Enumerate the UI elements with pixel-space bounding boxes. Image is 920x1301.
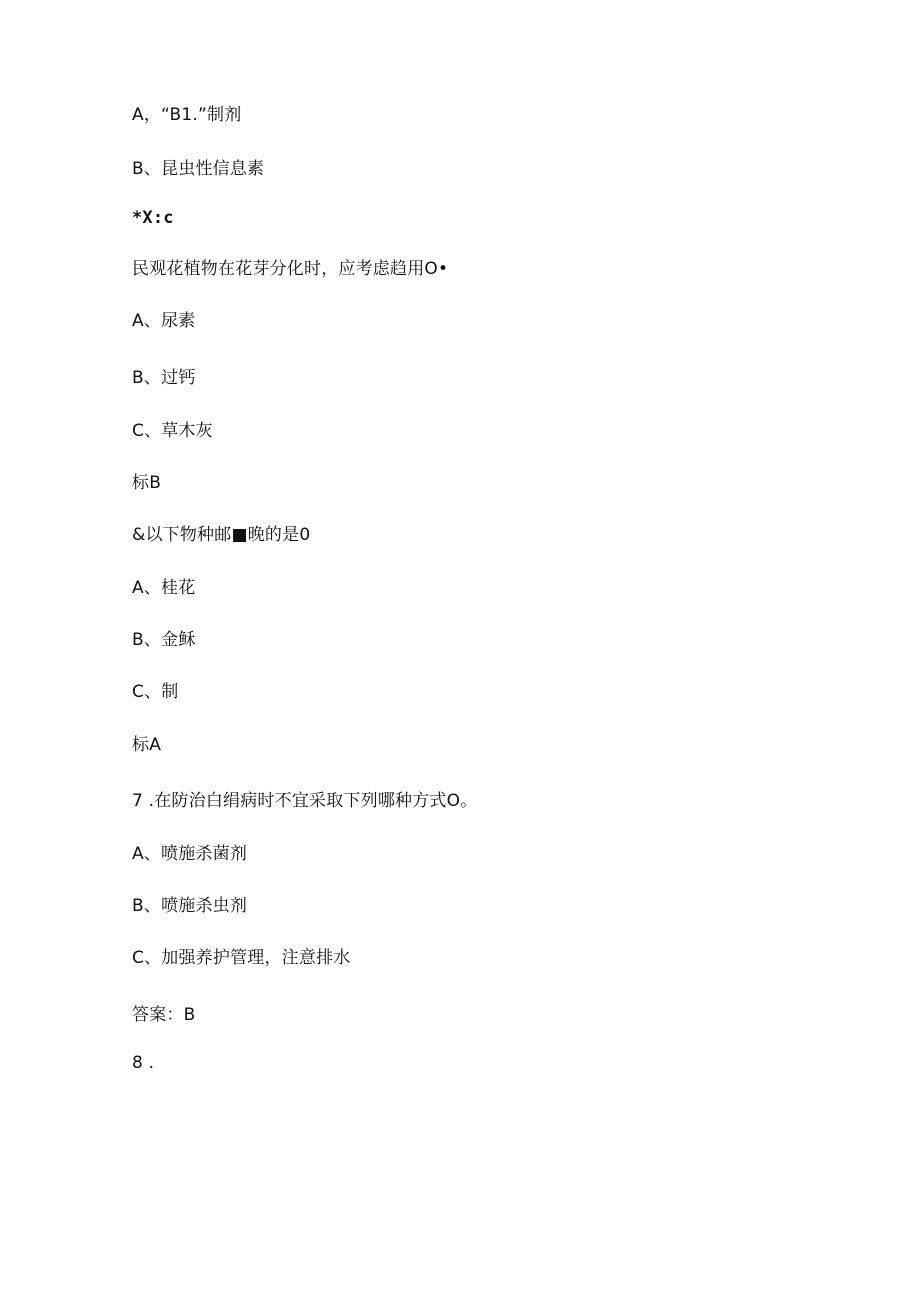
answer-line: *X:c (132, 208, 174, 228)
option-line: C、制 (132, 682, 179, 702)
option-line: B、昆虫性信息素 (132, 159, 265, 179)
option-line: C、草木灰 (132, 421, 213, 441)
question-line: &以下物种邮■晚的是0 (132, 525, 311, 545)
answer-line: 标A (132, 735, 162, 755)
question-line: 7 .在防治白绢病时不宜采取下列哪种方式O。 (132, 791, 478, 811)
answer-line: 标B (132, 473, 162, 493)
question-line: 民观花植物在花芽分化时，应考虑趋用O• (132, 259, 449, 279)
option-line: B、喷施杀虫剂 (132, 896, 248, 916)
option-line: A，“B1.”制剂 (132, 105, 242, 125)
option-line: A、桂花 (132, 578, 196, 598)
answer-line: 答案：B (132, 1005, 196, 1025)
question-number: 8 . (132, 1053, 155, 1073)
option-line: A、喷施杀菌剂 (132, 844, 248, 864)
option-line: C、加强养护管理，注意排水 (132, 948, 351, 968)
option-line: B、过钙 (132, 368, 196, 388)
option-line: B、金稣 (132, 630, 196, 650)
option-line: A、尿素 (132, 311, 196, 331)
